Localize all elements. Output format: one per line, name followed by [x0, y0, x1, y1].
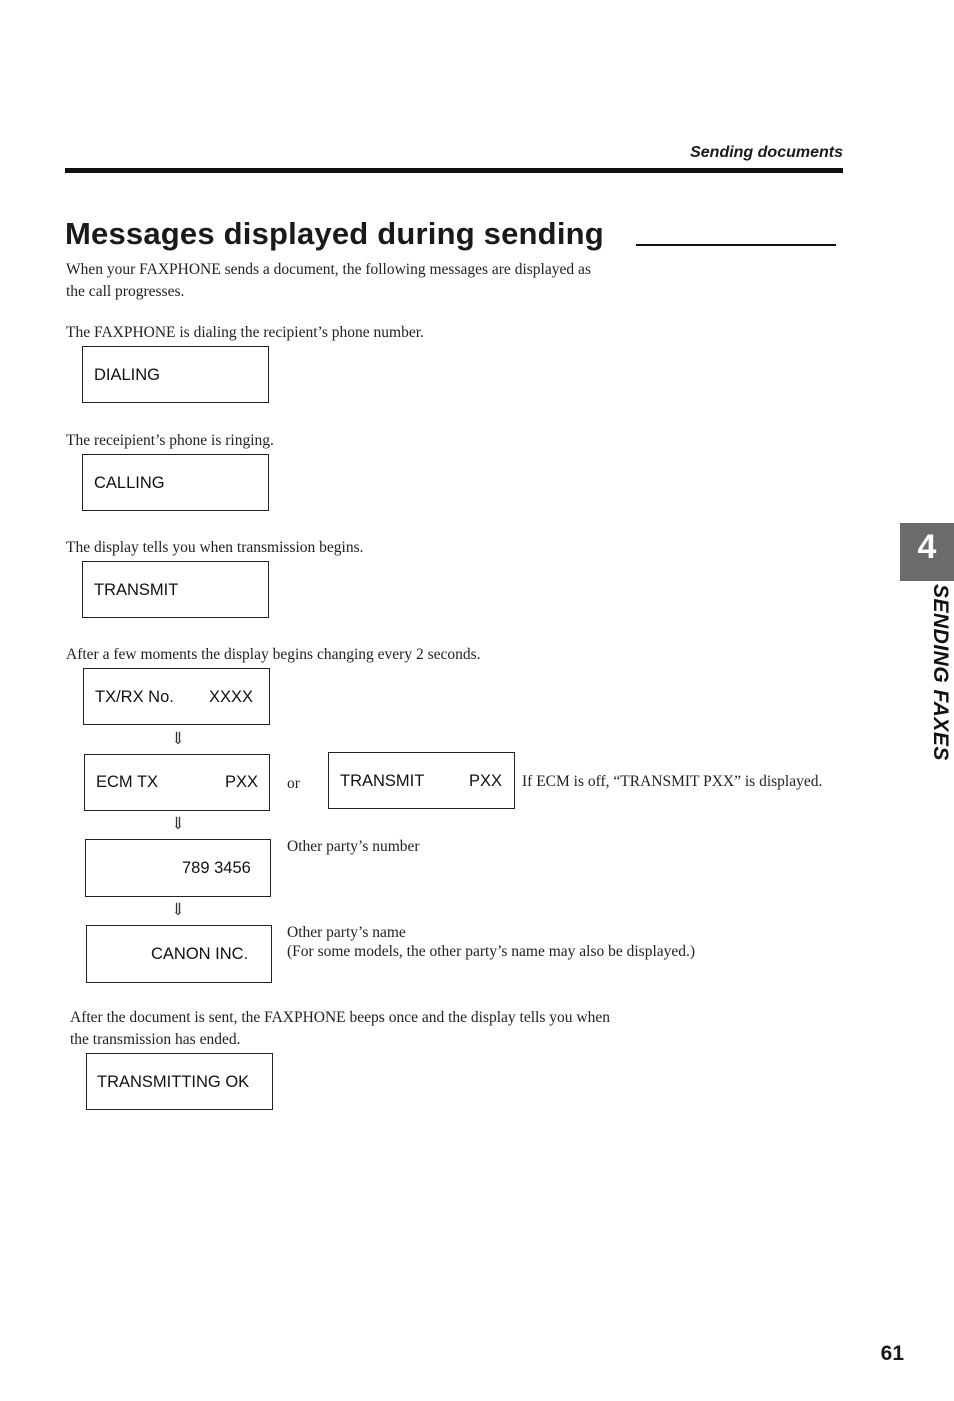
lcd-text-dialing: DIALING	[94, 366, 161, 384]
lcd-top-edge	[82, 454, 269, 455]
step-dialing-text: The FAXPHONE is dialing the recipient’s phone number.	[66, 324, 424, 341]
lcd-top-edge	[83, 668, 270, 669]
title-rule	[636, 244, 836, 246]
chapter-label: SENDING FAXES	[929, 584, 952, 761]
intro-line-1: When your FAXPHONE sends a document, the following messages are displayed as	[66, 261, 591, 278]
lcd-text-calling: CALLING	[94, 474, 165, 492]
lcd-text-transmit: TRANSMIT	[94, 581, 179, 599]
lcd-text-transmit-page: PXX	[469, 772, 503, 790]
lcd-text-ecm-label: ECM TX	[96, 773, 159, 791]
or-label: or	[287, 775, 300, 792]
lcd-display-ok	[86, 1054, 273, 1110]
lcd-text-transmit-label: TRANSMIT	[340, 772, 425, 790]
header-rule	[65, 168, 843, 173]
lcd-display-transmit-page	[328, 753, 515, 809]
lcd-top-edge	[86, 1053, 273, 1054]
page-number: 61	[880, 1342, 904, 1365]
section-header-title: Sending documents	[690, 144, 843, 161]
name-note-line-2: (For some models, the other party’s name may also be displayed.)	[287, 943, 696, 960]
step-calling-text: The receipient’s phone is ringing.	[66, 432, 274, 449]
lcd-text-number: 789 3456	[182, 859, 251, 877]
down-arrow-icon: ⇓	[170, 814, 186, 833]
page-title: Messages displayed during sending	[65, 216, 604, 251]
lcd-display-txrx	[83, 669, 270, 725]
lcd-display-name	[86, 926, 272, 983]
lcd-display-calling	[82, 455, 269, 511]
lcd-text-txrx-number: XXXX	[209, 688, 254, 706]
lcd-top-edge	[328, 752, 515, 753]
lcd-display-number	[85, 840, 271, 897]
ending-line-2: the transmission has ended.	[70, 1031, 241, 1048]
lcd-top-edge	[82, 561, 269, 562]
lcd-display-transmit	[82, 562, 269, 618]
step-transmit-text: The display tells you when transmission begins.	[66, 539, 364, 556]
lcd-top-edge	[82, 346, 269, 347]
lcd-text-ecm-page: PXX	[225, 773, 259, 791]
lcd-display-dialing	[82, 347, 269, 403]
down-arrow-icon: ⇓	[170, 900, 186, 919]
lcd-display-ecm	[84, 755, 270, 811]
lcd-text-name: CANON INC.	[151, 945, 249, 963]
ecm-note: If ECM is off, “TRANSMIT PXX” is displayed.	[522, 773, 823, 790]
lcd-top-edge	[86, 925, 272, 926]
name-note-line-1: Other party’s name	[287, 924, 406, 941]
chapter-number: 4	[917, 528, 937, 566]
ending-line-1: After the document is sent, the FAXPHONE beeps once and the display tells you when	[70, 1009, 610, 1026]
step-cycle-text: After a few moments the display begins changing every 2 seconds.	[66, 646, 481, 663]
lcd-top-edge	[84, 754, 270, 755]
number-note: Other party’s number	[287, 838, 420, 855]
down-arrow-icon: ⇓	[170, 729, 186, 748]
intro-line-2: the call progresses.	[66, 283, 185, 300]
lcd-top-edge	[85, 839, 271, 840]
lcd-text-txrx-label: TX/RX No.	[95, 688, 174, 706]
lcd-text-ok: TRANSMITTING OK	[97, 1073, 250, 1091]
